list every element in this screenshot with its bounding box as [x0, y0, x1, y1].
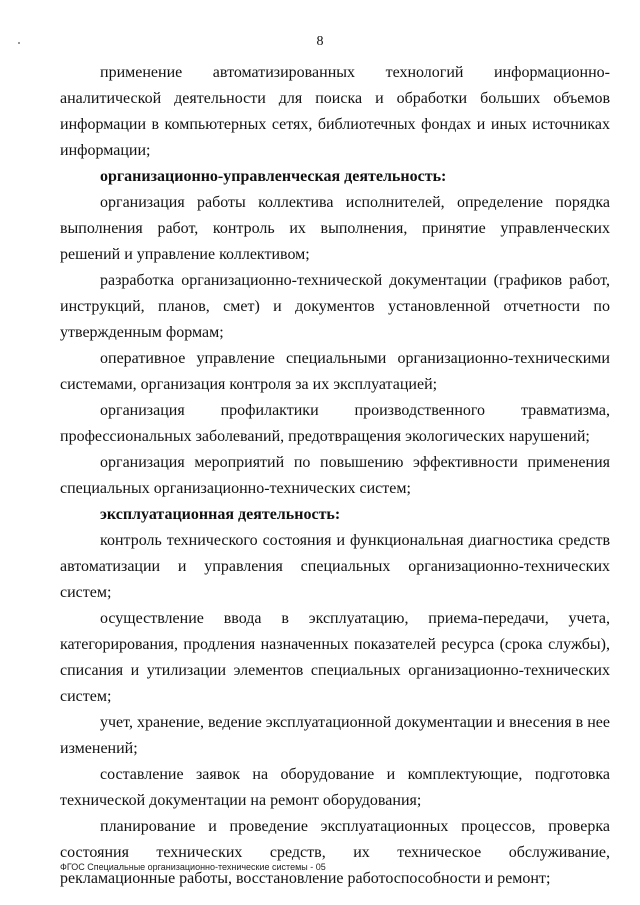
paragraph-equipment-requests: составление заявок на оборудование и комплектующие, подготовка технической документации на ремонт оборудования; — [60, 766, 610, 809]
paragraph-efficiency-measures: организация мероприятий по повышению эффективности применения специальных организационно-технических систем; — [60, 454, 610, 497]
paragraph-operational-management: оперативное управление специальными организационно-техническими системами, организация контроля за их эксплуатацией; — [60, 350, 610, 393]
paragraph-maintenance-planning: планирование и проведение эксплуатационных процессов, проверка состояния технических средств, их техническое обслуживание, рекламационные работы, восстановление работоспособности и ремонт; — [60, 818, 610, 887]
document-body — [60, 60, 610, 892]
paragraph-injury-prevention: организация профилактики производственного травматизма, профессиональных заболеваний, предотвращения экологических нарушений; — [60, 402, 610, 445]
paragraph-documentation-development: разработка организационно-технической документации (графиков работ, инструкций, планов, смет) и документов установленной отчетности по утвержденным формам; — [60, 272, 610, 341]
heading-management-activity: организационно-управленческая деятельность: — [100, 168, 447, 185]
paragraph-analytics-tech: применение автоматизированных технологий информационно-аналитической деятельности для поиска и обработки больших объемов информации в компьютерных сетях, библиотечных фондах и иных источниках информации; — [60, 64, 610, 159]
page-number: 8 — [316, 34, 324, 49]
footer-standard-code: ФГОС Специальные организационно-технические системы - 05 — [60, 862, 326, 872]
paragraph-document-keeping: учет, хранение, ведение эксплуатационной документации и внесения в нее изменений; — [60, 714, 610, 757]
heading-operation-activity: эксплуатационная деятельность: — [100, 506, 341, 523]
paragraph-commissioning: осуществление ввода в эксплуатацию, приема-передачи, учета, категорирования, продления назначенных показателей ресурса (срока службы), списания и утилизации элементов специальных организационно-технических систем; — [60, 610, 610, 705]
paragraph-team-organization: организация работы коллектива исполнителей, определение порядка выполнения работ, контроль их выполнения, принятие управленческих решений и управление коллективом; — [60, 194, 610, 263]
paragraph-technical-control: контроль технического состояния и функциональная диагностика средств автоматизации и управления специальных организационно-технических систем; — [60, 532, 610, 601]
